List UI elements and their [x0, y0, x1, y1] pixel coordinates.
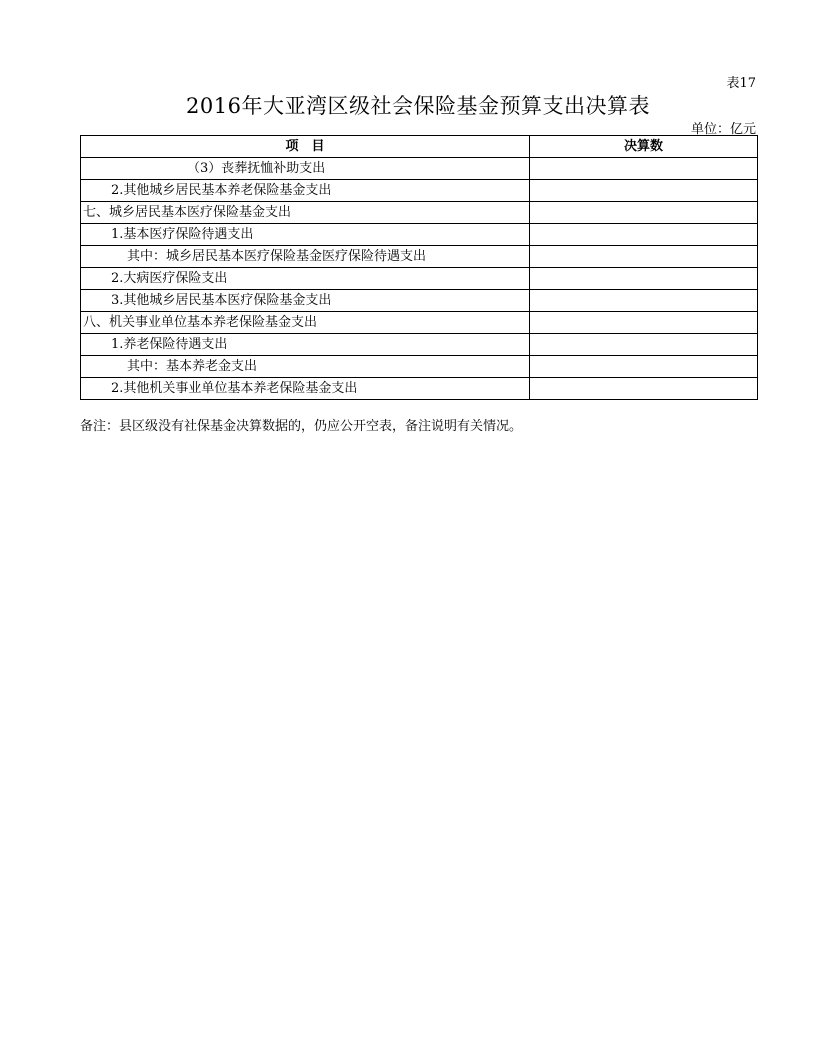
- row-final-amount: [530, 290, 758, 312]
- row-item-label: 2.大病医疗保险支出: [81, 268, 530, 290]
- table-header-row: [81, 136, 758, 158]
- table-row: [81, 312, 758, 334]
- page-title: 2016年大亚湾区级社会保险基金预算支出决算表: [186, 94, 650, 118]
- row-final-amount: [530, 312, 758, 334]
- row-item-label: （3）丧葬抚恤补助支出: [81, 158, 530, 180]
- row-item-label: 1.养老保险待遇支出: [81, 334, 530, 356]
- row-item-label: 2.其他城乡居民基本养老保险基金支出: [81, 180, 530, 202]
- table-row: [81, 158, 758, 180]
- row-item-label: 3.其他城乡居民基本医疗保险基金支出: [81, 290, 530, 312]
- row-item-label: 其中：基本养老金支出: [81, 356, 530, 378]
- table-row: [81, 290, 758, 312]
- table-row: [81, 180, 758, 202]
- table-row: [81, 224, 758, 246]
- row-final-amount: [530, 158, 758, 180]
- row-final-amount: [530, 246, 758, 268]
- footnote: 备注：县区级没有社保基金决算数据的，仍应公开空表，备注说明有关情况。: [80, 419, 523, 434]
- row-final-amount: [530, 334, 758, 356]
- row-final-amount: [530, 378, 758, 400]
- row-item-label: 七、城乡居民基本医疗保险基金支出: [81, 202, 530, 224]
- row-final-amount: [530, 268, 758, 290]
- column-header-final-amount: 决算数: [530, 136, 758, 158]
- row-final-amount: [530, 180, 758, 202]
- row-item-label: 2.其他机关事业单位基本养老保险基金支出: [81, 378, 530, 400]
- table-body: [81, 158, 758, 400]
- row-item-label: 1.基本医疗保险待遇支出: [81, 224, 530, 246]
- table-row: [81, 246, 758, 268]
- budget-expenditure-table: [80, 135, 758, 400]
- table-row: [81, 268, 758, 290]
- table-row: [81, 334, 758, 356]
- row-final-amount: [530, 224, 758, 246]
- table-row: [81, 202, 758, 224]
- table-row: [81, 356, 758, 378]
- row-item-label: 八、机关事业单位基本养老保险基金支出: [81, 312, 530, 334]
- column-header-item: 项 目: [81, 136, 530, 158]
- table-row: [81, 378, 758, 400]
- unit-label: 单位：亿元: [690, 122, 756, 137]
- row-final-amount: [530, 202, 758, 224]
- row-final-amount: [530, 356, 758, 378]
- table-number: 表17: [726, 76, 756, 91]
- row-item-label: 其中：城乡居民基本医疗保险基金医疗保险待遇支出: [81, 246, 530, 268]
